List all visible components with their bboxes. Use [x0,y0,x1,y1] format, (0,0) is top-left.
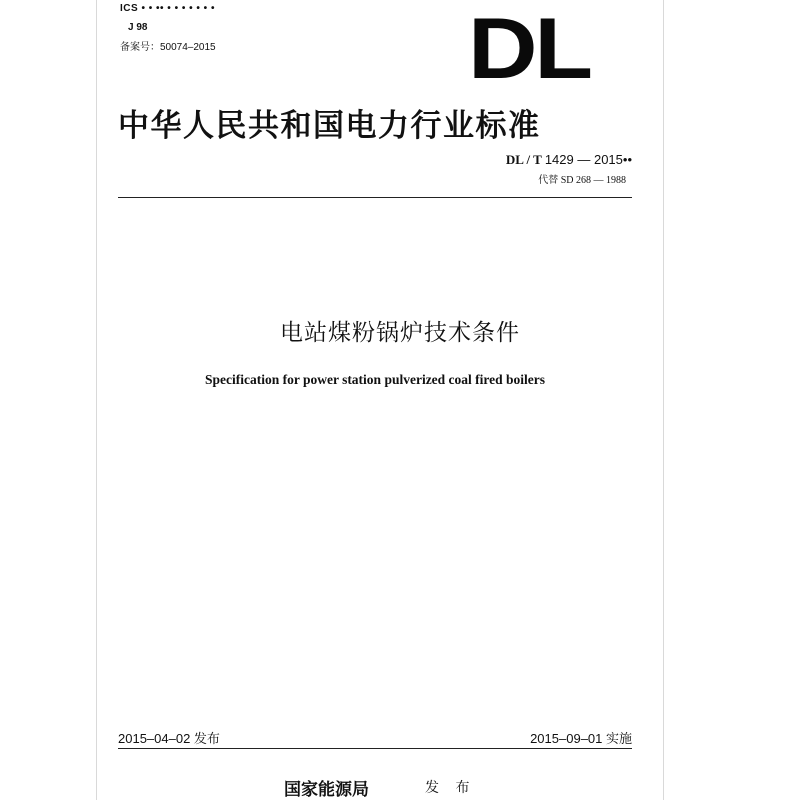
standard-number [506,152,632,168]
document-title-chinese: 电站煤粉锅炉技术条件 [280,320,520,346]
standard-code: 1429 — 2015•• [544,152,632,167]
bottom-divider [118,748,632,749]
effective-date: 2015–09–01 实施 [530,731,632,746]
publish-label: 发 布 [425,780,476,796]
replaces-note: 代替 SD 268 — 1988 [538,175,626,186]
classification-code: J 98 [128,22,148,33]
publisher-name: 国家能源局 [284,780,369,800]
filing-number: 备案号：50074–2015 [120,42,216,53]
ics-code: ICS • • •• • • • • • • • [120,3,215,14]
dl-logo: DL [468,1,590,97]
standard-prefix: DL / T [505,152,542,167]
issue-date: 2015–04–02 发布 [118,731,220,746]
top-divider [118,197,632,198]
standard-category-title: 中华人民共和国电力行业标准 [118,108,541,144]
document-title-english: Specification for power station pulverized coal fired boilers [204,372,546,387]
